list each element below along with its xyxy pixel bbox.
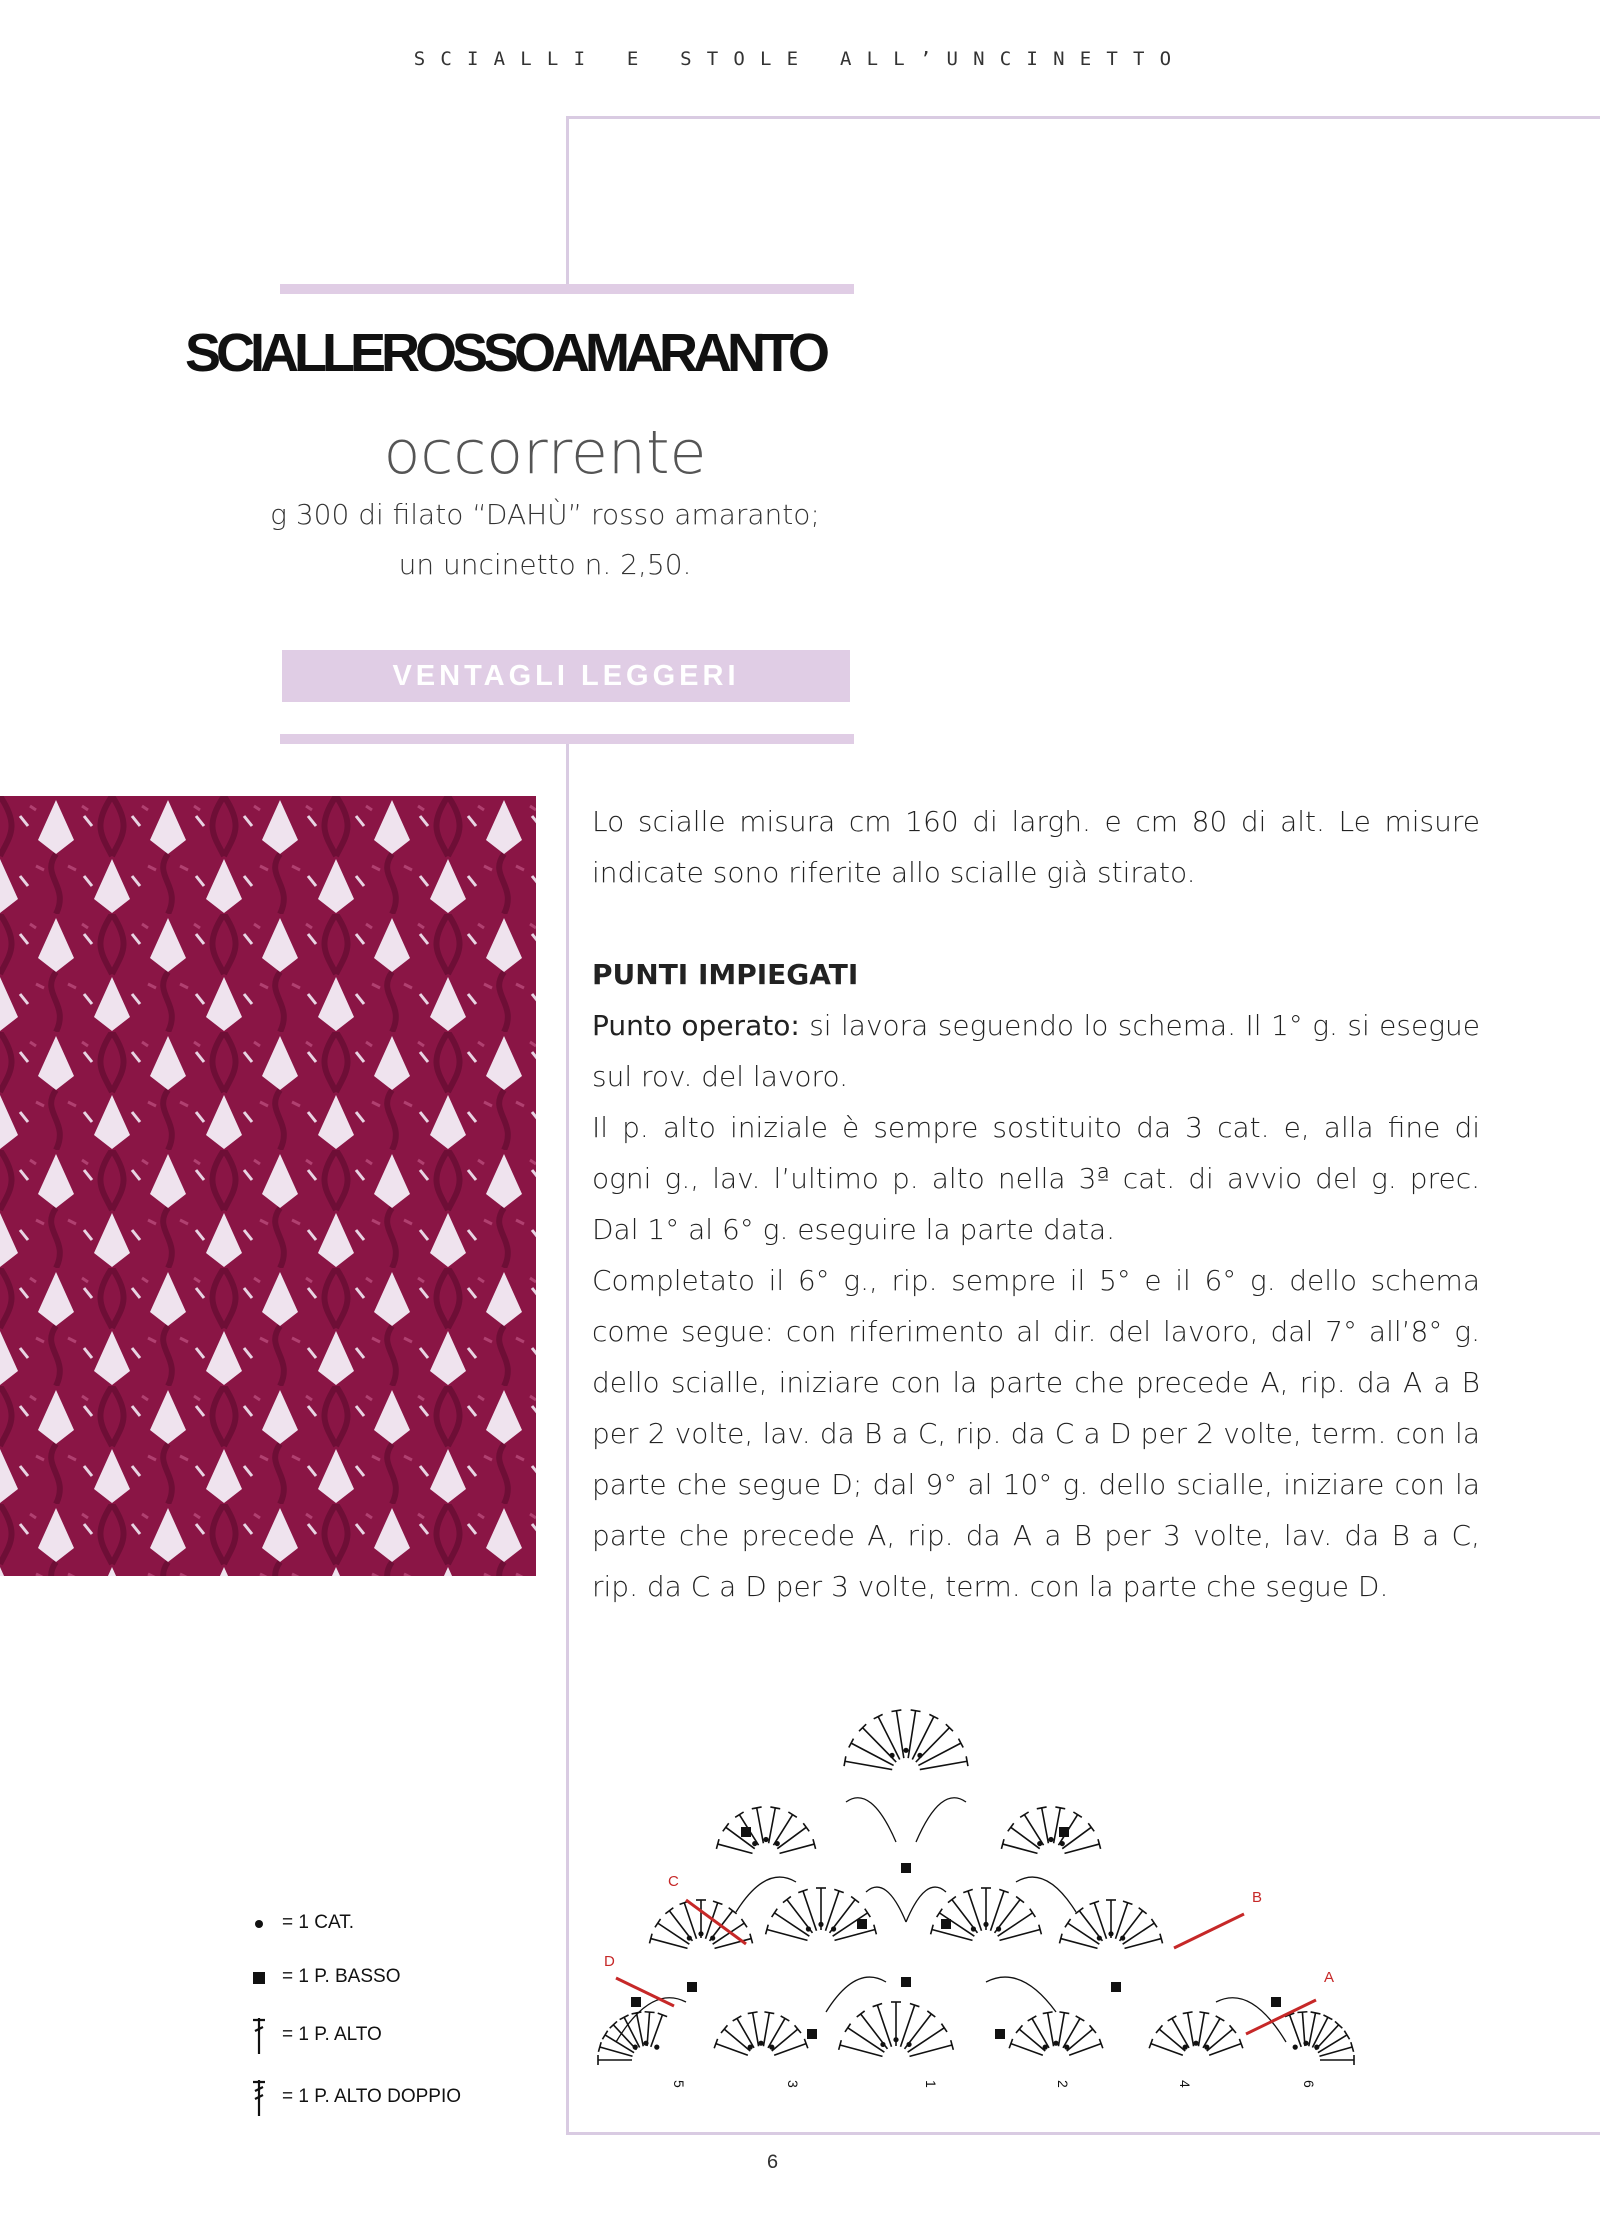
square-icon bbox=[250, 1958, 276, 1998]
dc-stitch bbox=[918, 1743, 960, 1765]
stitch-top bbox=[1183, 2012, 1193, 2014]
dc-stitch bbox=[896, 1711, 903, 1758]
dc-stitch bbox=[912, 1717, 934, 1760]
fan-motif bbox=[716, 1807, 815, 1853]
section-label: VENTAGLI LEGGERI bbox=[392, 660, 740, 692]
chain-dot bbox=[1043, 2045, 1048, 2050]
chain-dot bbox=[1108, 1931, 1113, 1936]
stitch-top bbox=[752, 1807, 762, 1809]
chart-fans bbox=[598, 1710, 1354, 2065]
fan-motif bbox=[1059, 1900, 1162, 1948]
chain-arc bbox=[616, 1998, 686, 2042]
chain-dot bbox=[752, 1841, 757, 1846]
stitch-top bbox=[1043, 2012, 1053, 2014]
stitch-top bbox=[1073, 1812, 1081, 1817]
dc-stitch bbox=[1024, 1815, 1043, 1845]
row-number: 2 bbox=[1055, 2080, 1071, 2088]
dc-stitch bbox=[773, 1815, 792, 1845]
fan-motif bbox=[844, 1710, 968, 1770]
chain-arc bbox=[986, 1977, 1056, 2012]
stitch-top bbox=[781, 2016, 790, 2021]
legend-label-tr: = 1 P. ALTO DOPPIO bbox=[282, 2086, 462, 2107]
frame-line-left-lower bbox=[566, 744, 569, 2134]
stitch-top bbox=[941, 2024, 947, 2032]
chain-dot bbox=[880, 2042, 885, 2047]
dc-stitch bbox=[901, 2005, 915, 2047]
legend-label-sc: = 1 P. BASSO bbox=[282, 1966, 401, 1987]
stitch-top bbox=[851, 1897, 859, 1903]
chain-dot bbox=[1048, 1837, 1053, 1842]
sc-square bbox=[687, 1982, 697, 1992]
legend-label-chain: = 1 CAT. bbox=[282, 1912, 354, 1933]
fan-motif bbox=[766, 1888, 877, 1940]
dc-stitch bbox=[636, 2013, 643, 2046]
chain-dot bbox=[818, 1922, 823, 1927]
marker-label: B bbox=[1252, 1889, 1263, 1906]
fan-motif bbox=[931, 1888, 1042, 1940]
chain-dot bbox=[1193, 2041, 1198, 2046]
sc-square bbox=[1271, 1997, 1281, 2007]
dc-stitch bbox=[845, 1761, 892, 1769]
stitch-top bbox=[723, 1823, 729, 1831]
dc-stitch bbox=[1048, 2013, 1054, 2046]
dot-icon bbox=[250, 1904, 276, 1944]
crochet-chart-diagram bbox=[596, 1682, 1356, 2102]
chain-dot bbox=[710, 1935, 715, 1940]
fan-motif bbox=[1009, 2012, 1103, 2055]
stitch-top bbox=[1059, 2012, 1069, 2014]
stitch-top bbox=[1199, 2012, 1209, 2014]
chain-dot bbox=[1037, 1841, 1042, 1846]
stitch-top bbox=[729, 1908, 737, 1914]
dc-stitch bbox=[1309, 2013, 1316, 2046]
stitch-paragraph-1 bbox=[592, 1000, 1480, 1102]
dc-stitch bbox=[768, 2018, 785, 2047]
fan-motif bbox=[1001, 1807, 1100, 1853]
stitch-paragraph-2: Il p. alto iniziale è sempre sostituito da 3 cat. e, alla fine di ogni g., lav. l’ultimo p. alto nella 3ª cat. di avvio del g. prec. Dal 1° al 6° g. eseguire la parte data. bbox=[592, 1111, 1480, 1246]
chain-dot bbox=[1314, 2045, 1319, 2050]
chain-dot bbox=[687, 1935, 692, 1940]
dc-stitch bbox=[878, 1717, 900, 1760]
chain-dot bbox=[1053, 2041, 1058, 2046]
dc-stitch bbox=[651, 2015, 663, 2047]
dc-stitch bbox=[624, 2017, 640, 2047]
sc-square bbox=[901, 1863, 911, 1873]
dc-stitch bbox=[826, 1891, 840, 1931]
chain-dot bbox=[889, 1753, 894, 1758]
stitch-top bbox=[741, 1919, 747, 1927]
stitch-top bbox=[783, 1897, 791, 1903]
stitch-top bbox=[1065, 1919, 1071, 1927]
stitch-top bbox=[937, 1909, 943, 1917]
stitch-desc-1: si lavora seguendo lo schema. Il 1° g. si esegue sul rov. del lavoro. bbox=[592, 1009, 1480, 1093]
materials-line-2: un uncinetto n. 2,50. bbox=[398, 548, 692, 581]
chain-dot bbox=[917, 1753, 922, 1758]
dc-stitch bbox=[1063, 2018, 1080, 2047]
dc-stitch bbox=[1290, 2015, 1302, 2047]
stitch-top bbox=[844, 1756, 846, 1766]
dc-stitch bbox=[1203, 2018, 1220, 2047]
chain-dot bbox=[903, 1748, 908, 1753]
dc-stitch bbox=[757, 1808, 764, 1843]
sc-square bbox=[995, 2029, 1005, 2039]
title-rule-bottom bbox=[280, 734, 854, 744]
stitch-top bbox=[1311, 2012, 1321, 2014]
sc-square bbox=[901, 1977, 911, 1987]
dc-stitch bbox=[1058, 2013, 1064, 2046]
chain-dot bbox=[983, 1922, 988, 1927]
marker-label: A bbox=[1324, 1969, 1335, 1986]
stitch-top bbox=[865, 1909, 871, 1917]
chain-dot bbox=[906, 2042, 911, 2047]
stitch-top bbox=[1297, 2012, 1307, 2013]
dc-stitch bbox=[737, 2018, 754, 2047]
stitch-top bbox=[772, 1909, 778, 1917]
stitch-top bbox=[1139, 1908, 1147, 1914]
frame-line-top bbox=[566, 116, 1600, 119]
chain-dot bbox=[1303, 2041, 1308, 2046]
stitch-top bbox=[748, 2012, 758, 2014]
stitch-top bbox=[1008, 1823, 1014, 1831]
stitch-top bbox=[1028, 2016, 1037, 2021]
materials-heading: occorrente bbox=[383, 418, 707, 488]
dc-stitch bbox=[920, 1761, 967, 1769]
crochet-swatch-photo bbox=[0, 796, 536, 1576]
dc-stitch bbox=[769, 1808, 776, 1843]
stitch-top bbox=[1151, 1919, 1157, 1927]
tr-stitch-icon bbox=[250, 2078, 276, 2118]
stitch-top bbox=[1216, 2016, 1225, 2021]
sc-square bbox=[807, 2029, 817, 2039]
dc-stitch-icon bbox=[250, 2016, 276, 2056]
pattern-title: SCIALLEROSSOAMARANTO bbox=[184, 323, 826, 383]
stitch-top bbox=[891, 1710, 901, 1712]
fan-motif bbox=[649, 1900, 752, 1948]
stitch-top bbox=[845, 2024, 851, 2032]
chain-dot bbox=[775, 1841, 780, 1846]
dc-stitch bbox=[1188, 2013, 1194, 2046]
chain-arc bbox=[1016, 1877, 1076, 1912]
fan-motif bbox=[714, 2012, 808, 2055]
instructions-text bbox=[592, 796, 1480, 1612]
chain-dot bbox=[763, 1837, 768, 1842]
stitch-top bbox=[1076, 2016, 1085, 2021]
stitch-top bbox=[1168, 2016, 1177, 2021]
stitch-top bbox=[1020, 1812, 1028, 1817]
chain-dot bbox=[698, 1931, 703, 1936]
chain-dot bbox=[893, 2037, 898, 2042]
dc-stitch bbox=[1312, 2017, 1328, 2047]
dc-stitch bbox=[1302, 2012, 1305, 2046]
stitch-top bbox=[1055, 1807, 1065, 1809]
running-header: SCIALLI E STOLE ALL’UNCINETTO bbox=[413, 48, 1187, 70]
sc-square bbox=[1111, 1982, 1121, 1992]
marker-label: C bbox=[668, 1873, 679, 1890]
stitch-paragraph-3: Completato il 6° g., rip. sempre il 5° e il 6° g. dello schema come segue: con riferimento al dir. del lavoro, dal 7° all’8° g. dello scialle, iniziare con la parte che precede A, rip. da A a B per 2 volte, lav. da B a C, rip. da C a D per 2 volte, term. con la parte che segue D; dal 9° al 10° g. dello scialle, iniziare con la parte che precede A, rip. da A a B per 3 volte, lav. da B a C, rip. da C a D per 3 volte, term. con la parte che segue D. bbox=[592, 1264, 1480, 1603]
dc-stitch bbox=[1042, 1808, 1049, 1843]
chain-dot bbox=[1183, 2045, 1188, 2050]
dc-stitch bbox=[908, 1711, 915, 1758]
chain-dot bbox=[831, 1926, 836, 1931]
dc-stitch bbox=[1011, 1827, 1040, 1848]
chain-dot bbox=[806, 1926, 811, 1931]
dc-stitch bbox=[1003, 1844, 1038, 1853]
row-number: 6 bbox=[1301, 2080, 1317, 2088]
dc-stitch bbox=[1198, 2013, 1204, 2046]
stitch-top bbox=[645, 2012, 655, 2013]
chain-dot bbox=[769, 2045, 774, 2050]
stitch-top bbox=[1016, 1897, 1024, 1903]
dc-stitch bbox=[1172, 2018, 1189, 2047]
stitch-top bbox=[948, 1897, 956, 1903]
chain-arc bbox=[736, 1877, 796, 1912]
stitch-top bbox=[764, 2012, 774, 2014]
legend-row-tr bbox=[250, 2078, 550, 2118]
page-number: 6 bbox=[766, 2152, 779, 2175]
chain-dot bbox=[1204, 2045, 1209, 2050]
legend-row-chain bbox=[250, 1904, 550, 1944]
marker-label: D bbox=[604, 1953, 615, 1970]
dc-stitch bbox=[877, 2005, 891, 2047]
sc-square bbox=[631, 1997, 641, 2007]
dc-stitch bbox=[851, 1743, 893, 1765]
frame-line-bottom bbox=[566, 2132, 1600, 2135]
dc-stitch bbox=[763, 2013, 769, 2046]
stitch-top bbox=[788, 1812, 796, 1817]
stitches-heading: PUNTI IMPIEGATI bbox=[592, 958, 859, 991]
stitch-top bbox=[735, 1812, 743, 1817]
dc-stitch bbox=[968, 1891, 982, 1931]
sc-square bbox=[1059, 1827, 1069, 1837]
chain-dot bbox=[996, 1926, 1001, 1931]
legend-row-dc bbox=[250, 2016, 550, 2056]
row-number: 4 bbox=[1177, 2080, 1193, 2088]
legend-label-dc: = 1 P. ALTO bbox=[282, 2024, 382, 2045]
stitch-top bbox=[911, 1710, 921, 1712]
dc-stitch bbox=[753, 2013, 759, 2046]
dc-stitch bbox=[780, 1844, 815, 1853]
stitch-top bbox=[1344, 2031, 1349, 2040]
stitch-top bbox=[770, 1807, 780, 1809]
dc-stitch bbox=[803, 1891, 817, 1931]
marker-line-b bbox=[1174, 1914, 1244, 1948]
sc-square bbox=[941, 1919, 951, 1929]
stitch-top bbox=[1075, 1908, 1083, 1914]
materials-line-1: g 300 di filato “DAHÙ” rosso amaranto; bbox=[270, 498, 820, 531]
intro-paragraph: Lo scialle misura cm 160 di largh. e cm 80 di alt. Le misure indicate sono riferite allo scialle già stirato. bbox=[592, 805, 1480, 889]
chain-dot bbox=[1097, 1935, 1102, 1940]
chain-dot bbox=[1120, 1935, 1125, 1940]
stitch-top bbox=[803, 1823, 809, 1831]
stitch-top bbox=[665, 1908, 673, 1914]
stitch-top bbox=[1030, 1909, 1036, 1917]
chain-dot bbox=[758, 2041, 763, 2046]
chain-arc bbox=[906, 1887, 946, 1922]
stitch-top bbox=[655, 1919, 661, 1927]
row-number: 1 bbox=[923, 2080, 939, 2088]
chain-arc bbox=[916, 1798, 966, 1842]
stitch-top bbox=[857, 2011, 865, 2017]
stitch-top bbox=[927, 2011, 935, 2017]
dc-stitch bbox=[718, 1844, 753, 1853]
fan-motif bbox=[1149, 2012, 1243, 2055]
stitch-top bbox=[733, 2016, 742, 2021]
chain-dot bbox=[1060, 1841, 1065, 1846]
title-rule-top bbox=[280, 284, 854, 294]
dc-stitch bbox=[1032, 2018, 1049, 2047]
sc-square bbox=[857, 1919, 867, 1929]
marker-line-d bbox=[616, 1978, 674, 2006]
chain-dot bbox=[1293, 2045, 1298, 2050]
dc-stitch bbox=[1065, 1844, 1100, 1853]
chain-dot bbox=[643, 2041, 648, 2046]
chain-dot bbox=[1064, 2045, 1069, 2050]
chain-arc bbox=[846, 1798, 896, 1842]
chain-dot bbox=[633, 2045, 638, 2050]
stitch-top bbox=[1037, 1807, 1047, 1809]
dc-stitch bbox=[647, 2012, 650, 2046]
dc-stitch bbox=[777, 1827, 806, 1848]
stitch-top bbox=[966, 1756, 968, 1766]
chain-arc bbox=[826, 1977, 886, 2012]
chart-labels bbox=[604, 1873, 1334, 2088]
fan-motif bbox=[1285, 2012, 1354, 2065]
row-number: 5 bbox=[671, 2080, 687, 2088]
dc-stitch bbox=[991, 1891, 1005, 1931]
dc-stitch bbox=[1054, 1808, 1061, 1843]
sc-square bbox=[741, 1827, 751, 1837]
chain-arc bbox=[866, 1887, 906, 1922]
row-number: 3 bbox=[785, 2080, 801, 2088]
chain-dot bbox=[654, 2045, 659, 2050]
fan-motif bbox=[839, 2002, 954, 2056]
stitch-top bbox=[1088, 1823, 1094, 1831]
chain-dot bbox=[971, 1926, 976, 1931]
chain-dot bbox=[748, 2045, 753, 2050]
legend-row-sc bbox=[250, 1958, 550, 1998]
frame-line-left-upper bbox=[566, 116, 569, 286]
stitch-top bbox=[602, 2031, 607, 2040]
stitch-name: Punto operato: bbox=[592, 1009, 800, 1042]
